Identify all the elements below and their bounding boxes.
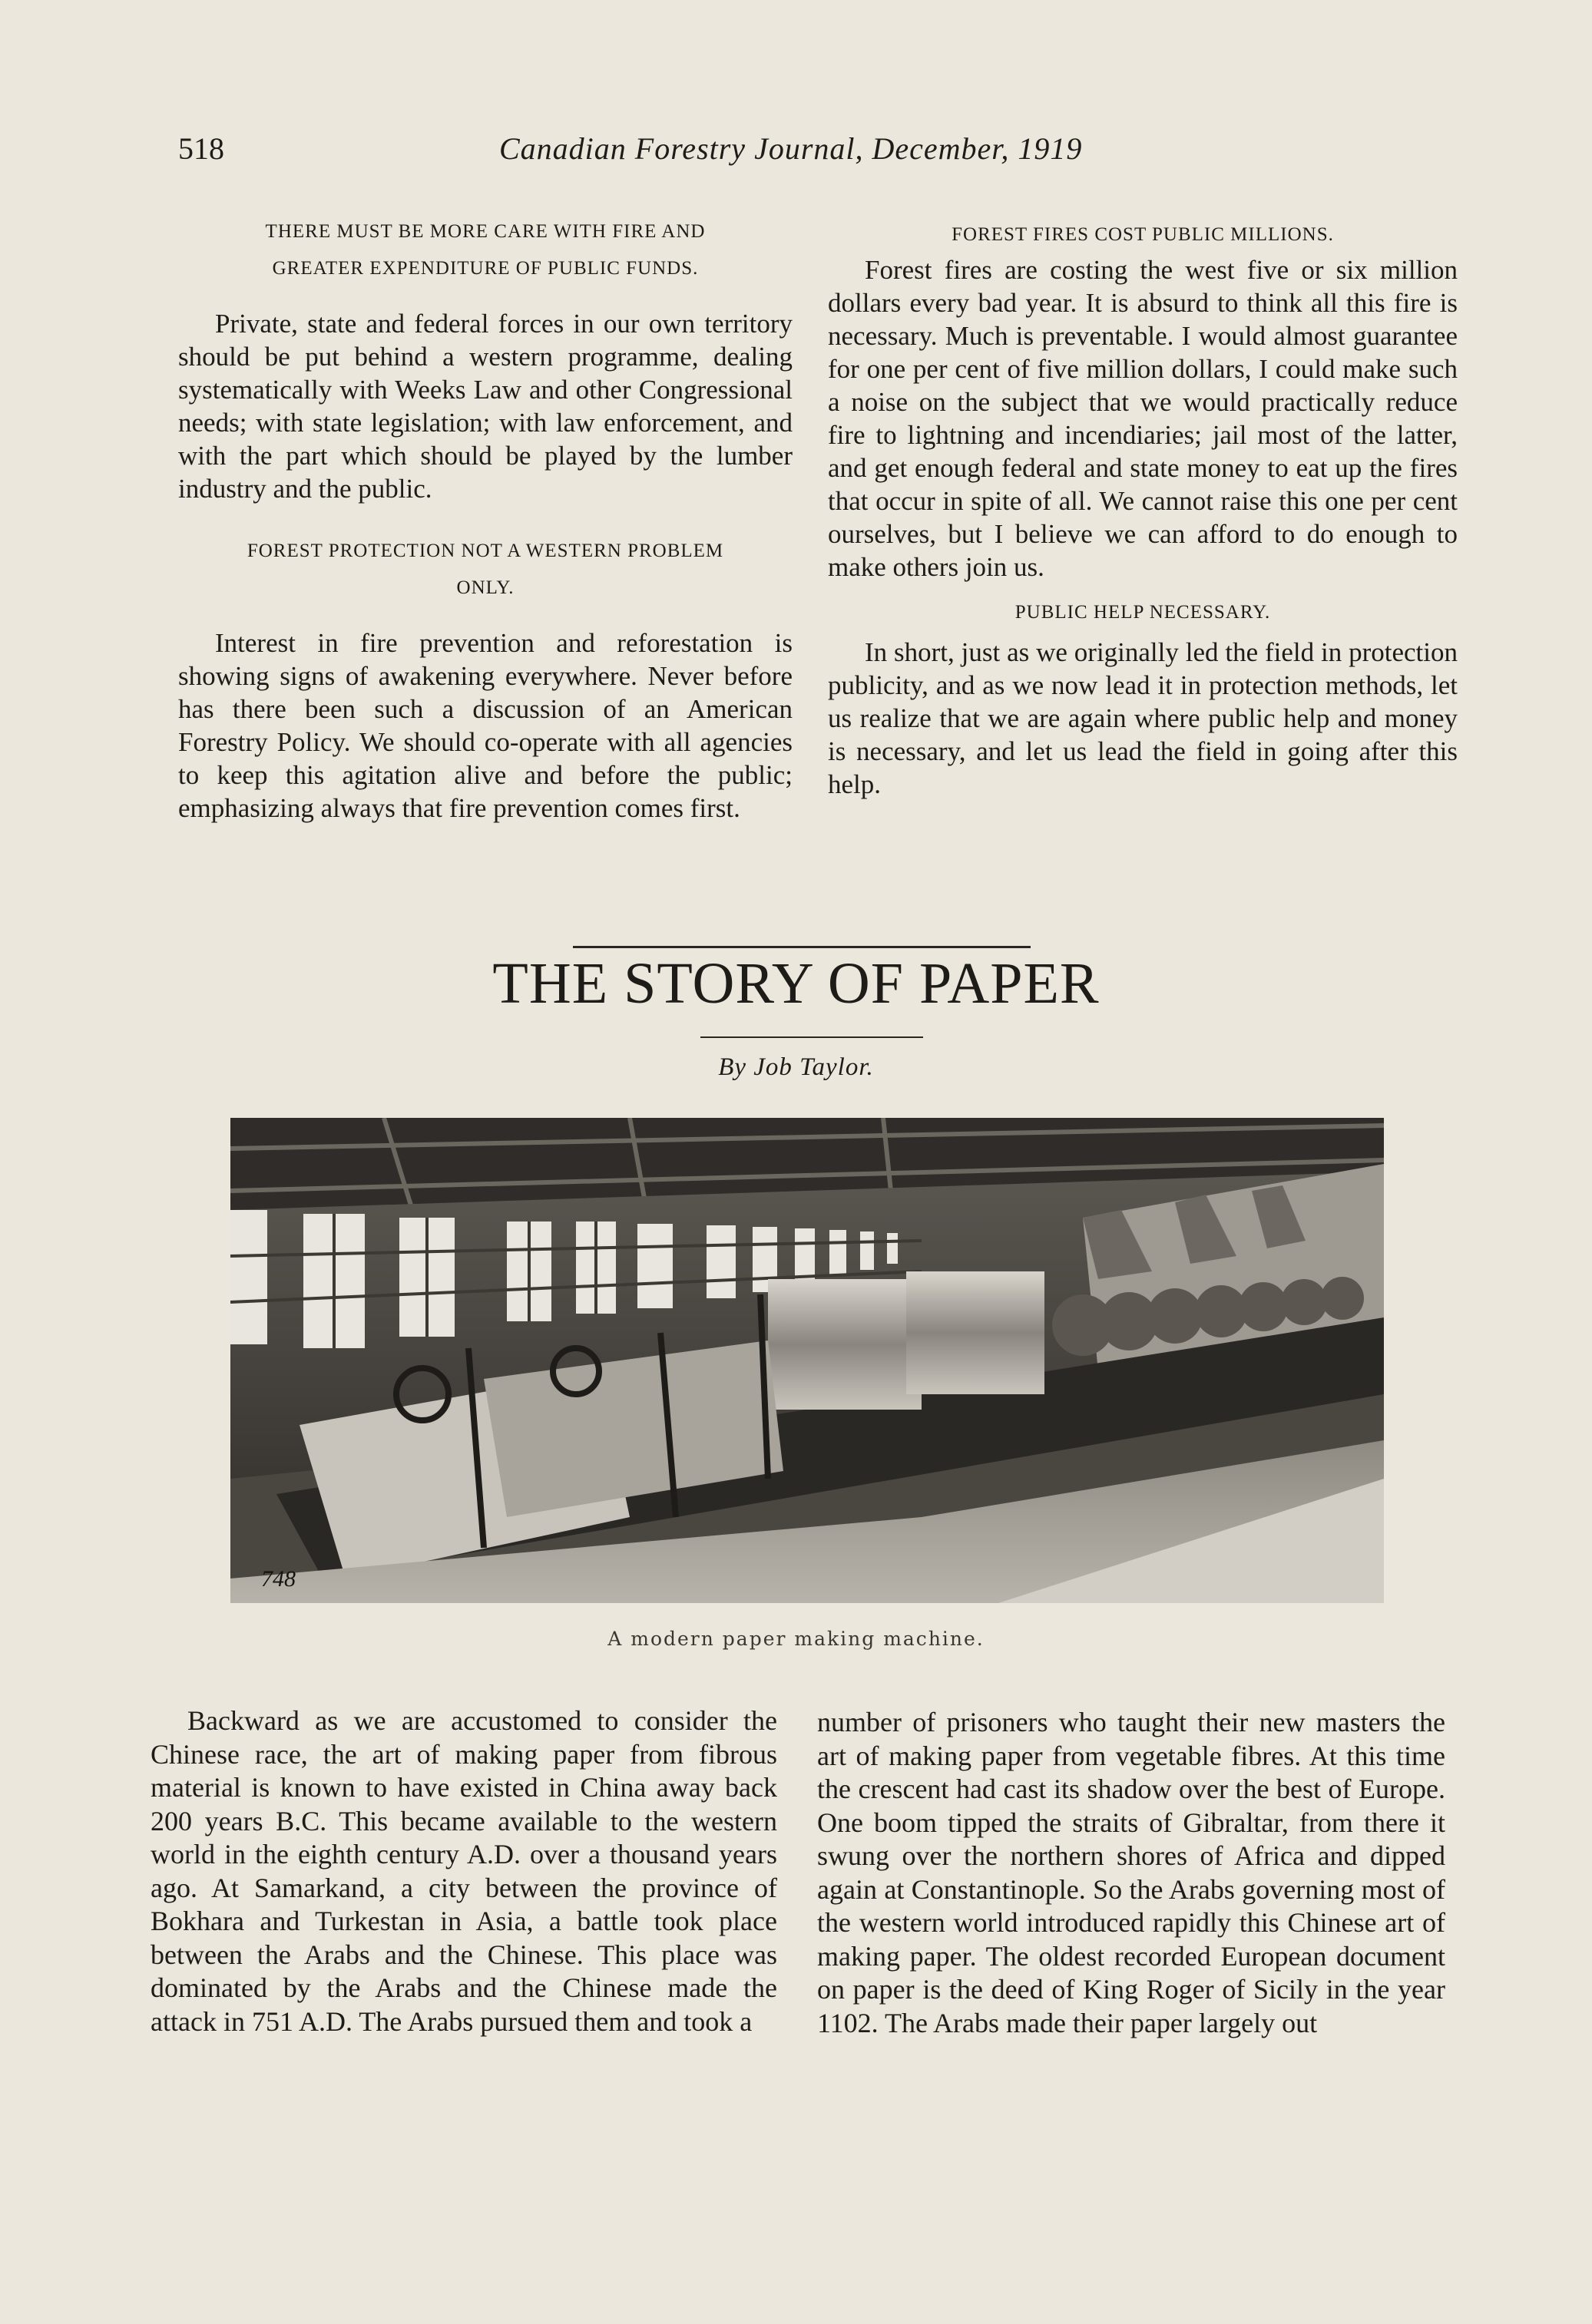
paragraph: Interest in fire prevention and reforestation is showing signs of awakening everywhere. Never before has there been such a discussion of an American Forestry Policy. We should co-operate with all agencies to keep this agitation alive and before the public; emphasizing always that fire prevention comes first. — [178, 628, 793, 823]
upper-right-column — [828, 217, 1458, 801]
paper-machine-photo — [230, 1118, 1384, 1603]
title-rule-bottom — [700, 1036, 923, 1038]
section-heading: THERE MUST BE MORE CARE WITH FIRE AND — [265, 221, 706, 242]
paragraph: In short, just as we originally led the field in protection publicity, and as we now lead it in protection methods, let us realize that we are again where public help and money is necessary, and let us lead the field in going after this help. — [828, 637, 1458, 799]
paragraph: Private, state and federal forces in our own territory should be put behind a western programme, dealing systematically with Weeks Law and other Congressional needs; with state legislation; with law enforcement, and with the part which should be played by the lumber industry and the public. — [178, 309, 793, 504]
article-byline: By Job Taylor. — [718, 1053, 874, 1081]
upper-left-column — [178, 213, 793, 825]
article-right-column — [817, 1706, 1445, 2040]
article-title: THE STORY OF PAPER — [492, 951, 1100, 1016]
running-head: Canadian Forestry Journal, December, 1919 — [499, 131, 1083, 166]
photo-caption: A modern paper making machine. — [607, 1628, 985, 1650]
article-left-column — [151, 1704, 777, 2038]
paragraph: Backward as we are accustomed to consider the Chinese race, the art of making paper from fibrous material is known to have existed in China away back 200 years B.C. This became available to the western world in the eighth century A.D. over a thousand years ago. At Samarkand, a city between the province of Bokhara and Turkestan in Asia, a battle took place between the Arabs and the Chinese. This place was dominated by the Arabs and the Chinese made the attack in 751 A.D. The Arabs pursued them and took a — [151, 1705, 777, 2037]
section-heading: PUBLIC HELP NECESSARY. — [1014, 602, 1271, 623]
paragraph: number of prisoners who taught their new masters the art of making paper from vegetable fibres. At this time the crescent had cast its shadow over the best of Europe. One boom tipped the straits of Gibraltar, from there it swung over the northern shores of Africa and dipped again at Constantinople. So the Arabs governing most of the western world introduced rapidly this Chinese art of making paper. The oldest recorded European document on paper is the deed of King Roger of Sicily in the year 1102. The Arabs made their paper largely out — [817, 1707, 1445, 2038]
page-number: 518 — [178, 131, 224, 166]
section-heading: ONLY. — [456, 577, 515, 598]
section-heading: FOREST FIRES COST PUBLIC MILLIONS. — [952, 224, 1334, 245]
section-heading: GREATER EXPENDITURE OF PUBLIC FUNDS. — [272, 258, 699, 279]
photo-plate-number: 748 — [261, 1566, 296, 1592]
paragraph: Forest fires are costing the west five or six million dollars every bad year. It is absurd to think all this fire is necessary. Much is preventable. I would almost guarantee for one per cent of five million dollars, I could make such a noise on the subject that we would practically reduce fire to lightning and incendiaries; jail most of the latter, and get enough federal and state money to eat up the fires that occur in spite of all. We cannot raise this one per cent ourselves, but I believe we can afford to do enough to make others join us. — [828, 255, 1458, 582]
section-heading: FOREST PROTECTION NOT A WESTERN PROBLEM — [247, 541, 724, 561]
title-rule-top — [573, 946, 1031, 948]
